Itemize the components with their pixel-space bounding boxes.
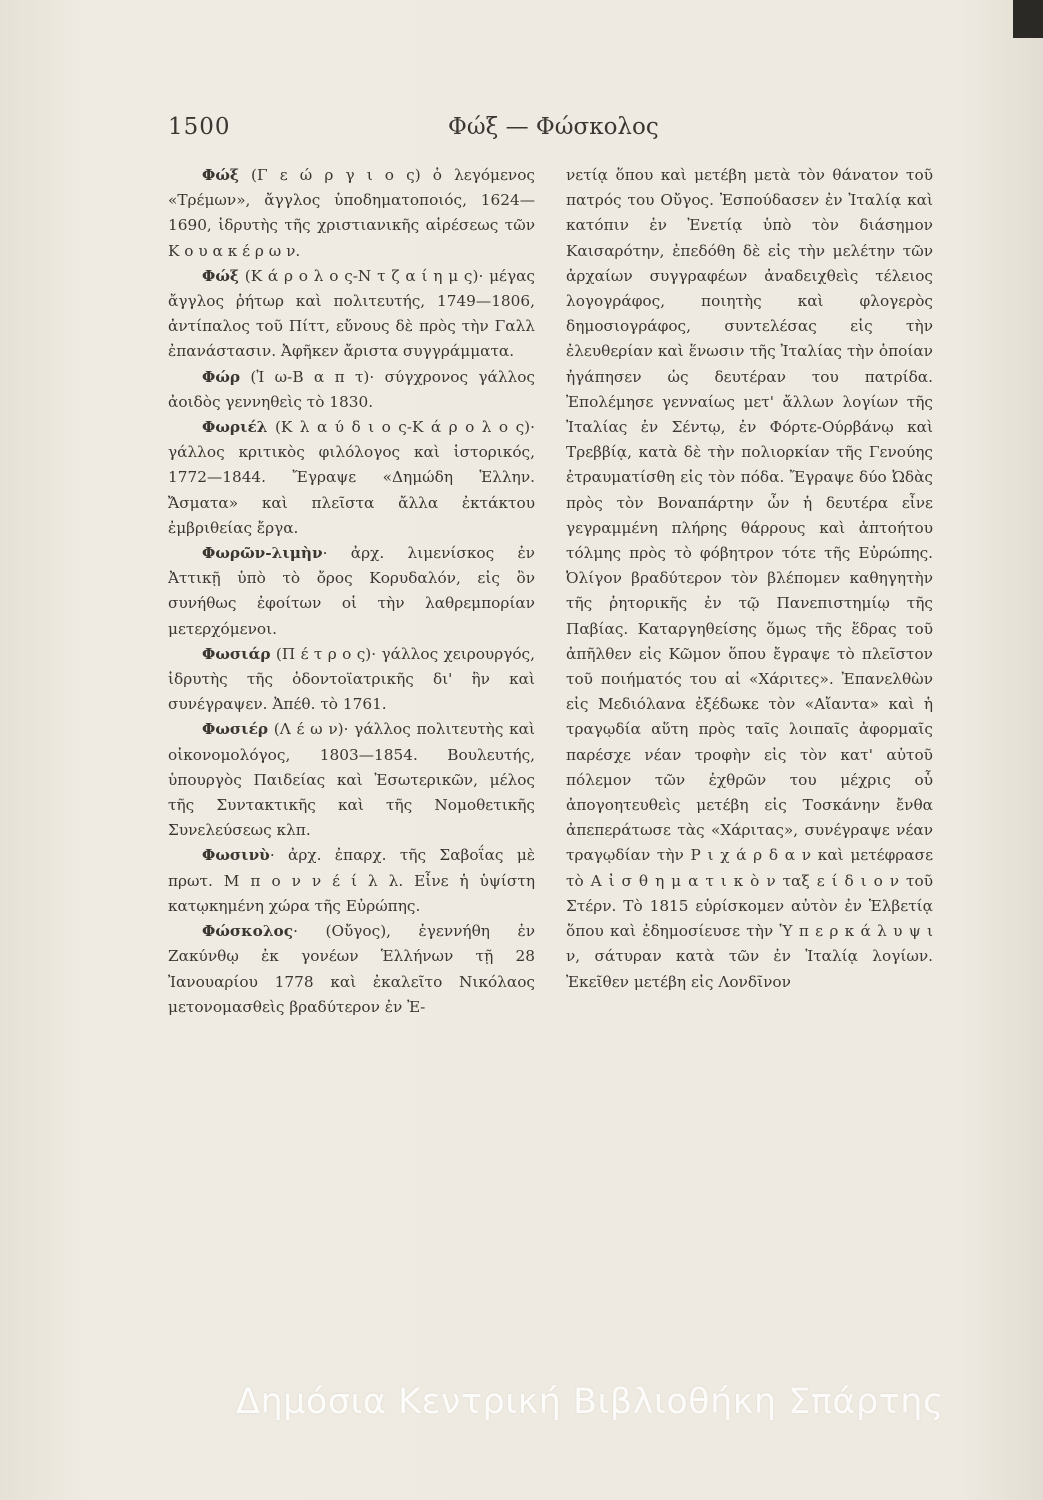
entry-text: (Κ ά ρ ο λ ο ς-Ν τ ζ α ί η μ ς)· μέγας ἄγγλος ῥήτωρ καὶ πολιτευτής, 1749—1806, ἀντίπαλος τοῦ Πίττ, εὔνους δὲ πρὸς τὴν Γαλλ ἐπανάστασιν. Ἀφῆκεν ἄριστα συγγράμματα. — [168, 266, 535, 361]
entry-text: · ἀρχ. ἐπαρχ. τῆς Σαβοΐας μὲ πρωτ. Μ π ο ν ν έ ί λ λ. Εἶνε ἡ ὑψίστη κατῳκημένη χώρα τῆς Εὐρώπης. — [168, 846, 535, 915]
entry-headword: Φώξ — [202, 266, 239, 285]
entry-headword: Φωσιέρ — [202, 720, 269, 739]
entry-headword: Φωριέλ — [202, 418, 268, 437]
entry-headword: Φώρ — [202, 367, 241, 386]
entry — [168, 642, 535, 718]
entry-headword: Φωρῶν-λιμὴν — [202, 544, 323, 563]
page-number: 1500 — [168, 114, 231, 140]
entry — [168, 541, 535, 642]
entry-headword: Φωσινὺ — [202, 846, 270, 865]
library-watermark: Δημόσια Κεντρική Βιβλιοθήκη Σπάρτης — [236, 1382, 944, 1422]
entry — [168, 919, 535, 1020]
entry-continuation — [566, 163, 933, 995]
running-head: Φώξ — Φώσκολος — [448, 114, 659, 140]
right-column — [566, 163, 933, 995]
entry-headword: Φώσκολος — [202, 922, 294, 941]
entry-text: (Ἰ ω-Β α π τ)· σύγχρονος γάλλος ἀοιδὸς γεννηθεὶς τὸ 1830. — [168, 367, 535, 411]
entry — [168, 264, 535, 365]
page-header — [168, 114, 898, 148]
entry-text: (Κ λ α ύ δ ι ο ς-Κ ά ρ ο λ ο ς)· γάλλος κριτικὸς φιλόλογος καὶ ἱστορικός, 1772—1844. Ἔγραψε «Δημώδη Ἑλλην. Ἄσματα» καὶ πλεῖστα ἄλλα ἐκτάκτου ἐμβριθείας ἔργα. — [168, 418, 535, 537]
entry — [168, 415, 535, 541]
entry-headword: Φωσιάρ — [202, 644, 271, 663]
entry-headword: Φώξ — [202, 166, 239, 184]
entry-text: · (Οὔγος), ἐγεννήθη ἐν Ζακύνθῳ ἐκ γονέων Ἑλλήνων τῇ 28 Ἰανουαρίου 1778 καὶ ἐκαλεῖτο Νικόλαος μετονομασθεὶς βραδύτερον ἐν Ἐ- — [168, 922, 535, 1016]
entry-text: νετίᾳ ὅπου καὶ μετέβη μετὰ τὸν θάνατον τοῦ πατρός του Οὔγος. Ἐσπούδασεν ἐν Ἰταλίᾳ καὶ κατόπιν ἐν Ἐνετίᾳ ὑπὸ τὸν διάσημον Καισαρότην, ἐπεδόθη δὲ εἰς τὴν μελέτην τῶν ἀρχαίων συγγραφέων ἀναδειχθεὶς τέλειος λογογράφος, ποιητὴς καὶ φλογερὸς δημοσιογράφος, συντελέσας εἰς τὴν ἐλευθερίαν καὶ ἕνωσιν τῆς Ἰταλίας τὴν ὁποίαν ἠγάπησεν ὡς δευτέραν του πατρίδα. Ἐπολέμησε γενναίως μετ' ἄλλων λογίων τῆς Ἰταλίας ἐν Σέντῳ, ἐν Φόρτε-Ούρβάνῳ καὶ Τρεββίᾳ, κατὰ δὲ τὴν πολιορκίαν τῆς Γενούης ἐτραυματίσθη εἰς τὸν πόδα. Ἔγραψε δύο Ὠδὰς πρὸς τὸν Βοναπάρτην ὧν ἡ δευτέρα εἶνε γεγραμμένη πλήρης θάρρους καὶ ἀπτοήτου τόλμης πρὸς τὸ φόβητρον τότε τῆς Εὐρώπης. Ὀλίγον βραδύτερον τὸν βλέπομεν καθηγητὴν τῆς ῥητορικῆς ἐν τῷ Πανεπιστημίῳ τῆς Παβίας. Καταργηθείσης ὅμως τῆς ἕδρας τοῦ ἀπῆλθεν εἰς Κῶμον ὅπου ἔγραψε τὸ πλεῖστον τοῦ ποιήματός του αἱ «Χάριτες». Ἐπανελθὼν εἰς Μεδιόλανα ἐξέδωκε τὸν «Αἴαντα» καὶ ἡ τραγῳδία αὕτη πρὸς ταῖς λοιπαῖς ἀφορμαῖς παρέσχε νέαν τροφὴν εἰς τὸν κατ' αὐτοῦ πόλεμον τῶν ἐχθρῶν του μέχρις οὗ ἀπογοητευθεὶς μετέβη εἰς Τοσκάνην ἔνθα ἀπεπεράτωσε τὰς «Χάριτας», συνέγραψε νέαν τραγῳδίαν τὴν Ρ ι χ ά ρ δ α ν καὶ μετέφρασε τὸ Α ἰ σ θ η μ α τ ι κ ὸ ν ταξ ε ί δ ι ο ν τοῦ Στέρν. Τὸ 1815 εὑρίσκομεν αὐτὸν ἐν Ἑλβετίᾳ ὅπου καὶ ἐδημοσίευσε τὴν Ὑ π ε ρ κ ά λ υ ψ ι ν, σάτυραν κατὰ τῶν ἐν Ἰταλίᾳ λογίων. Ἐκεῖθεν μετέβη εἰς Λονδῖνον — [566, 166, 933, 991]
entry-text: (Γ ε ώ ρ γ ι ο ς) ὁ λεγόμενος «Τρέμων», ἄγγλος ὑποδηματοποιός, 1624—1690, ἱδρυτὴς τῆς χριστιανικῆς αἱρέσεως τῶν Κ ο υ α κ έ ρ ω ν. — [168, 166, 535, 260]
entry — [168, 843, 535, 919]
entry-text: (Π έ τ ρ ο ς)· γάλλος χειρουργός, ἱδρυτὴς τῆς ὀδοντοϊατρικῆς δι' ἣν καὶ συνέγραψεν. Ἀπέθ. τὸ 1761. — [168, 644, 535, 714]
entry — [168, 717, 535, 843]
entry — [168, 365, 535, 415]
entry — [168, 163, 535, 264]
entry-text: (Λ έ ω ν)· γάλλος πολιτευτὴς καὶ οἰκονομολόγος, 1803—1854. Βουλευτής, ὑπουργὸς Παιδείας καὶ Ἐσωτερικῶν, μέλος τῆς Συντακτικῆς καὶ τῆς Νομοθετικῆς Συνελεύσεως κλπ. — [168, 720, 535, 840]
left-column — [168, 163, 535, 1020]
scan-corner-mark — [1013, 0, 1043, 38]
entry-text: · ἀρχ. λιμενίσκος ἐν Ἀττικῇ ὑπὸ τὸ ὄρος Κορυδαλόν, εἰς ὃν συνήθως ἐφοίτων οἱ τὴν λαθρεμπορίαν μετερχόμενοι. — [168, 544, 535, 638]
